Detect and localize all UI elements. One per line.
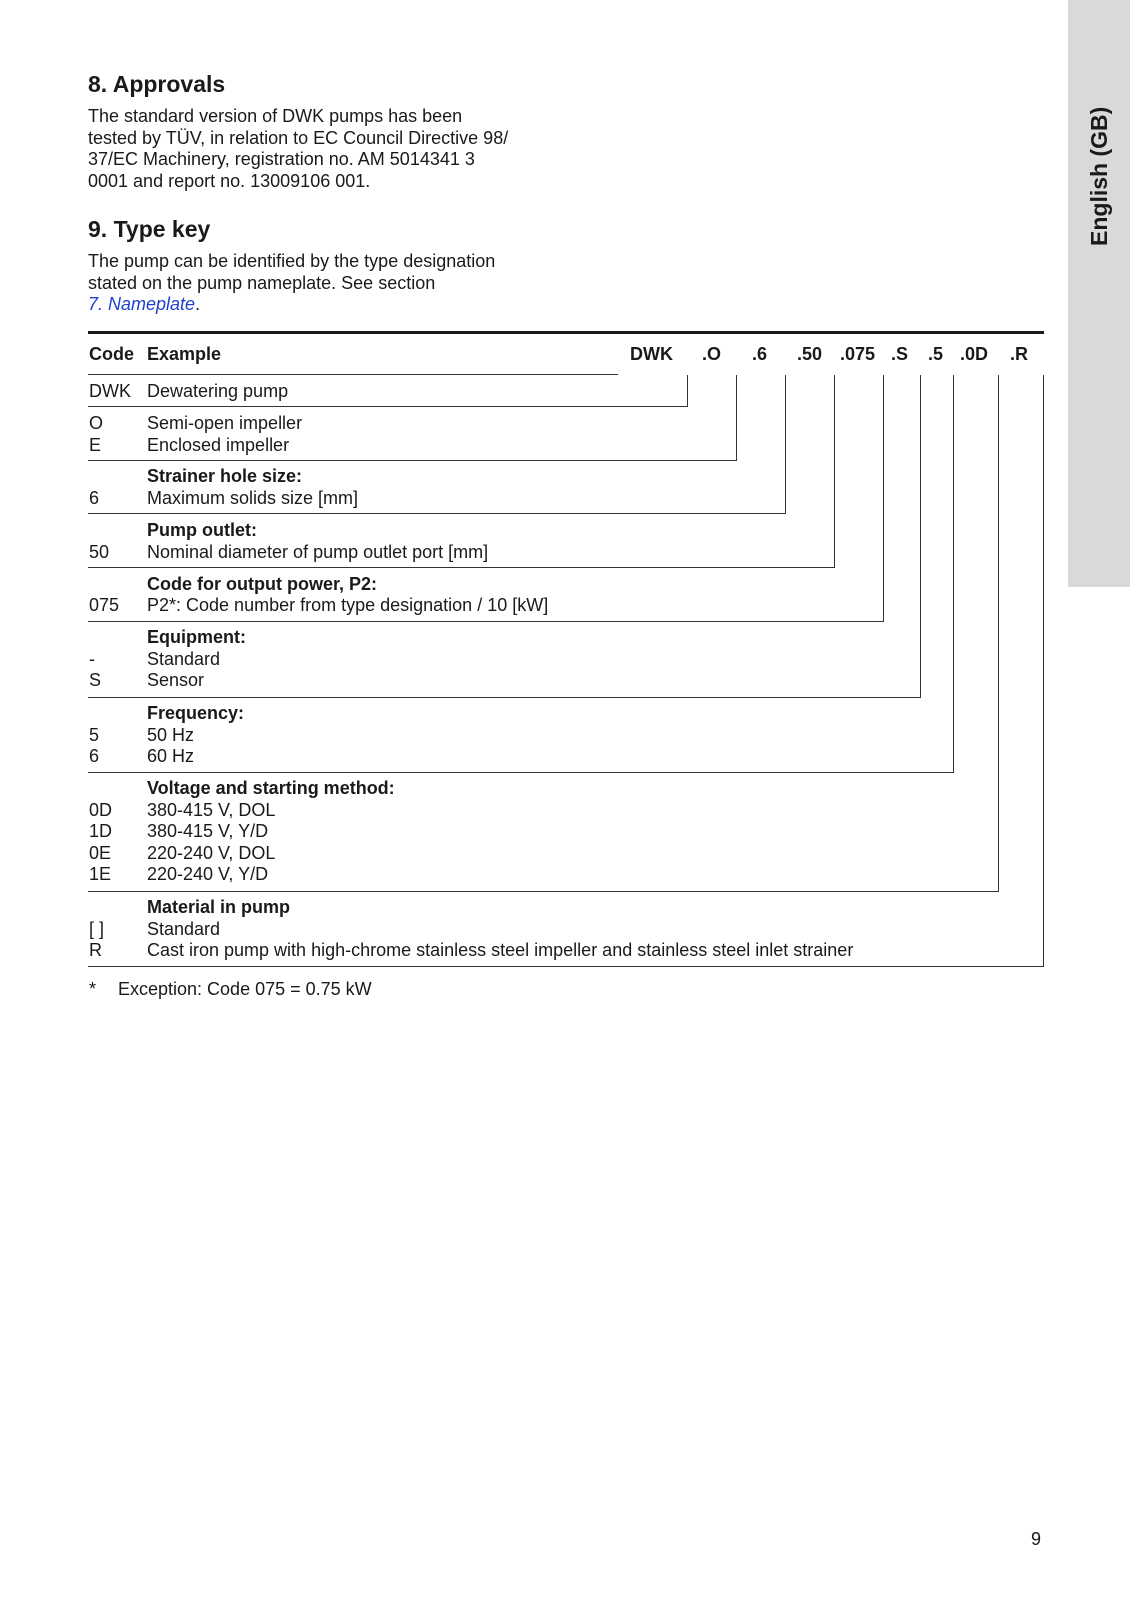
- row-item: 220-240 V, Y/D: [147, 864, 269, 884]
- row-code: 1E: [89, 864, 112, 884]
- row-item: 50 Hz: [147, 724, 195, 745]
- connector-line: [953, 375, 954, 773]
- row-item: Maximum solids size [mm]: [147, 488, 359, 508]
- connector-line: [687, 375, 688, 407]
- designation-part: .S: [891, 344, 909, 364]
- row-code: 5: [89, 724, 100, 745]
- row-code: 0E: [89, 842, 112, 863]
- paragraph-line: stated on the pump nameplate. See section: [88, 272, 436, 293]
- link-suffix: .: [195, 294, 201, 314]
- paragraph-line: [88, 294, 495, 316]
- row-separator: [88, 621, 884, 622]
- designation-part: .R: [1010, 344, 1028, 364]
- row-code: E: [89, 434, 102, 455]
- footnote: Exception: Code 075 = 0.75 kW: [118, 979, 372, 999]
- designation-part: .0D: [960, 344, 989, 364]
- paragraph-line: The standard version of DWK pumps has been: [88, 106, 463, 126]
- row-code: O: [89, 413, 104, 433]
- row-code: -: [89, 648, 95, 669]
- row-item: 220-240 V, DOL: [147, 842, 276, 863]
- row-separator: [88, 772, 954, 773]
- row-separator: [88, 891, 999, 892]
- row-item: Dewatering pump: [147, 381, 289, 401]
- connector-line: [920, 375, 921, 698]
- row-code: 6: [89, 746, 100, 766]
- row-title: Code for output power, P2:: [147, 574, 377, 594]
- row-code: S: [89, 670, 102, 690]
- row-item: 380-415 V, Y/D: [147, 821, 269, 841]
- row-separator: [88, 406, 688, 407]
- designation-part: .075: [840, 344, 876, 364]
- row-code: 0D: [89, 799, 113, 820]
- language-tab: [1068, 0, 1130, 587]
- section-9-title: 9. Type key: [88, 216, 211, 242]
- header-underline: [88, 374, 618, 375]
- connector-line: [1043, 375, 1044, 967]
- row-title: Material in pump: [147, 897, 291, 917]
- row-separator: [88, 460, 737, 461]
- row-item: 60 Hz: [147, 746, 195, 766]
- nameplate-link[interactable]: 7. Nameplate: [88, 294, 196, 314]
- section-8-paragraph: [88, 106, 508, 192]
- row-item: Cast iron pump with high-chrome stainless steel impeller and stainless steel inlet strainer: [147, 940, 854, 960]
- connector-line: [998, 375, 999, 892]
- row-title: Voltage and starting method:: [147, 778, 395, 798]
- row-item: Standard: [147, 918, 221, 939]
- connector-line: [785, 375, 786, 514]
- row-item: 380-415 V, DOL: [147, 799, 276, 820]
- row-separator: [88, 697, 921, 698]
- row-item: P2*: Code number from type designation / 10 [kW]: [147, 595, 549, 615]
- paragraph-line: 37/EC Machinery, registration no. AM 5014341 3: [88, 149, 475, 169]
- section-9-paragraph: [88, 251, 495, 316]
- connector-line: [883, 375, 884, 622]
- row-code: 6: [89, 488, 100, 508]
- designation-part: .O: [702, 344, 722, 364]
- header-code: Code: [89, 344, 134, 364]
- row-item: Semi-open impeller: [147, 413, 303, 433]
- row-code: 50: [89, 542, 110, 562]
- connector-line: [736, 375, 737, 461]
- row-item: Nominal diameter of pump outlet port [mm]: [147, 542, 489, 562]
- header-example: Example: [147, 344, 222, 364]
- table-top-rule: [88, 331, 1044, 334]
- row-title: Strainer hole size:: [147, 466, 303, 486]
- row-title: Frequency:: [147, 703, 245, 723]
- designation-part: .6: [752, 344, 768, 364]
- footnote-mark: *: [89, 979, 97, 999]
- paragraph-line: tested by TÜV, in relation to EC Council Directive 98/: [88, 127, 509, 148]
- row-code: DWK: [89, 381, 131, 401]
- designation-part: .50: [797, 344, 823, 364]
- row-item: Standard: [147, 648, 221, 669]
- designation-part: .5: [928, 344, 944, 364]
- paragraph-line: The pump can be identified by the type designation: [88, 251, 496, 271]
- row-item: Enclosed impeller: [147, 434, 290, 455]
- row-separator: [88, 966, 1044, 967]
- row-separator: [88, 567, 835, 568]
- row-title: Equipment:: [147, 627, 246, 647]
- row-code: 1D: [89, 821, 113, 841]
- row-code: R: [89, 940, 102, 960]
- row-item: Sensor: [147, 670, 205, 690]
- connector-line: [834, 375, 835, 568]
- language-label: English (GB): [1086, 106, 1112, 246]
- row-title: Pump outlet:: [147, 520, 257, 540]
- page-number: 9: [1031, 1529, 1042, 1549]
- row-code: 075: [89, 595, 120, 615]
- paragraph-line: 0001 and report no. 13009106 001.: [88, 170, 371, 191]
- designation-part: DWK: [630, 344, 673, 364]
- section-8-title: 8. Approvals: [88, 71, 226, 97]
- row-code: [ ]: [89, 918, 105, 939]
- row-separator: [88, 513, 786, 514]
